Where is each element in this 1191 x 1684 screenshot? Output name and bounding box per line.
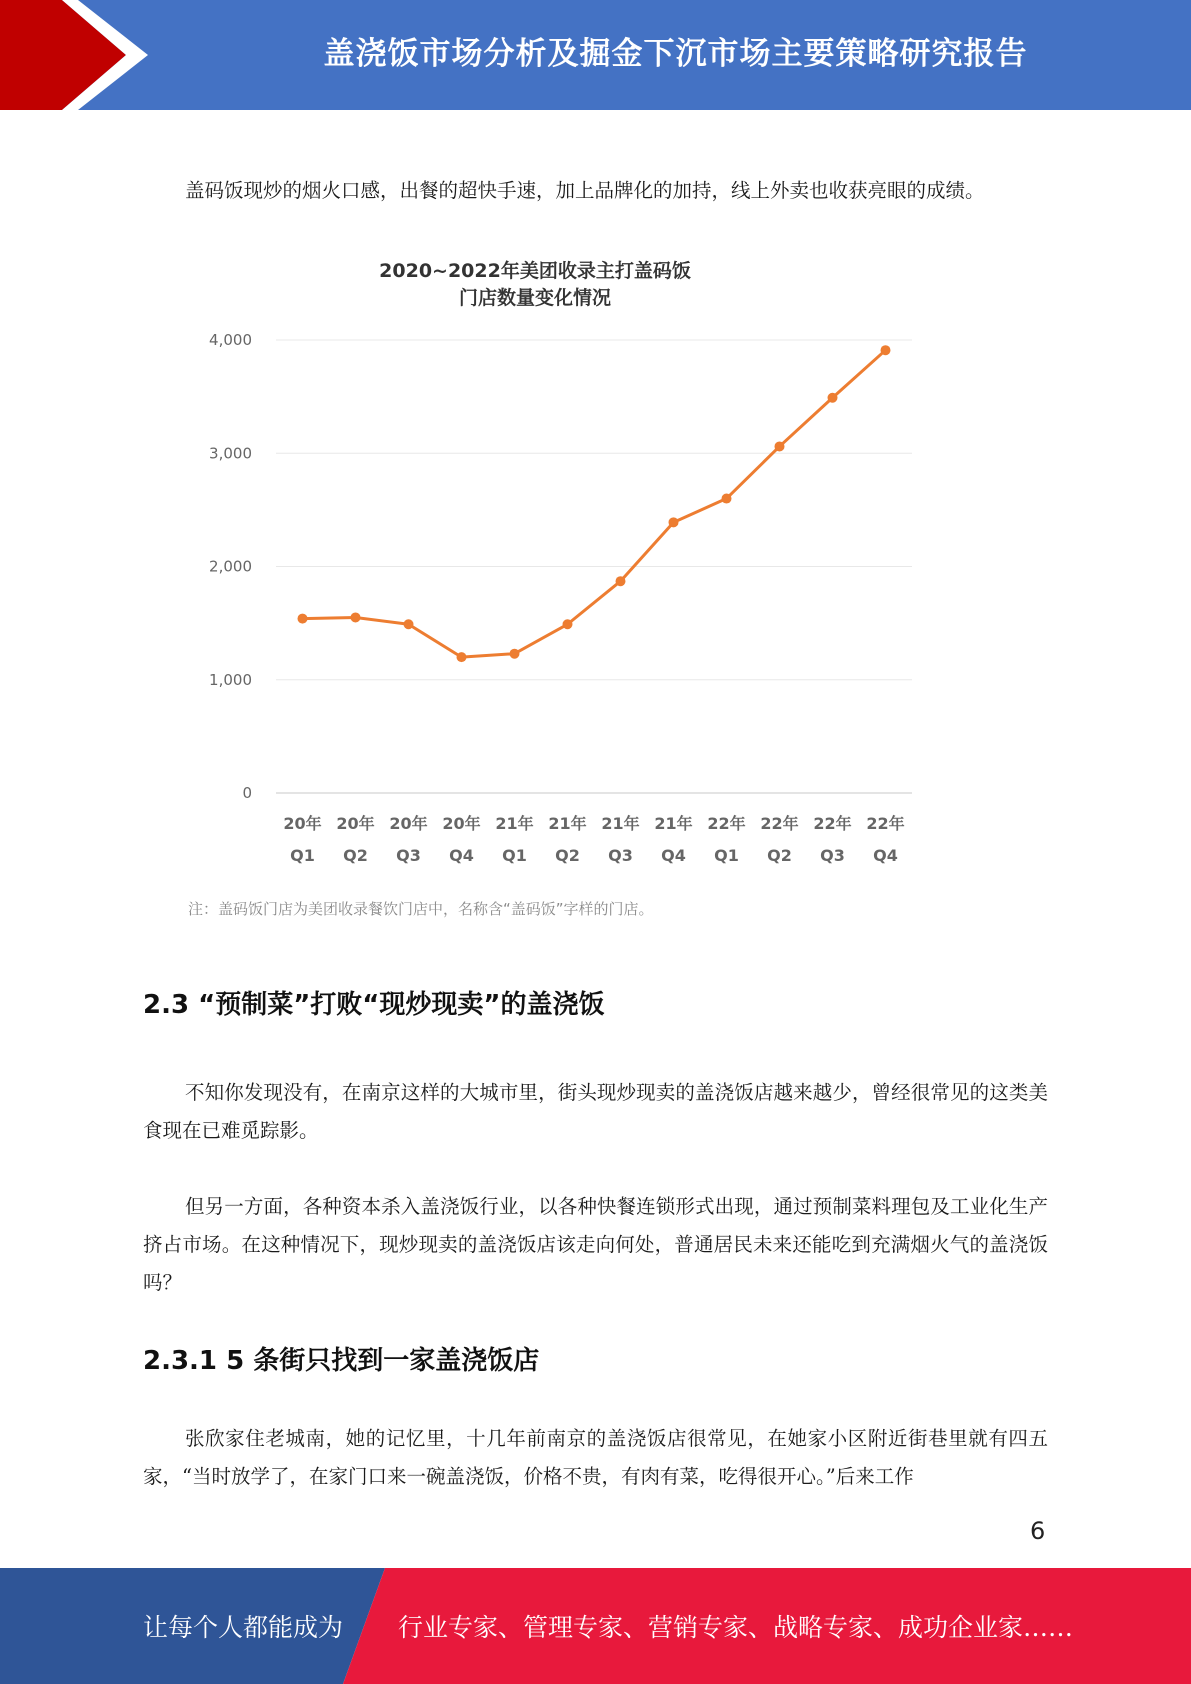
line-chart [180, 250, 940, 930]
data-point [722, 494, 732, 504]
page-number: 6 [1030, 1517, 1046, 1545]
data-point [510, 649, 520, 659]
x-tick-label-year: 20年 [336, 814, 375, 833]
data-point [457, 652, 467, 662]
data-point [404, 619, 414, 629]
x-tick-label-quarter: Q3 [820, 846, 845, 865]
x-tick-label-year: 21年 [495, 814, 534, 833]
x-tick-label-quarter: Q1 [502, 846, 527, 865]
data-point [828, 393, 838, 403]
section-2-3-paragraph-1: 不知你发现没有，在南京这样的大城市里，街头现炒现卖的盖浇饭店越来越少，曾经很常见的这类美食现在已难觅踪影。 [143, 1081, 1048, 1142]
section-2-3-paragraph-2: 但另一方面，各种资本杀入盖浇饭行业，以各种快餐连锁形式出现，通过预制菜料理包及工业化生产挤占市场。在这种情况下，现炒现卖的盖浇饭店该走向何处，普通居民未来还能吃到充满烟火气的盖浇饭吗？ [143, 1195, 1048, 1294]
section-heading-2-3-1: 2.3.1 5 条街只找到一家盖浇饭店 [143, 1346, 540, 1376]
chart-title-line2: 门店数量变化情况 [458, 287, 611, 309]
x-tick-label-quarter: Q2 [555, 846, 580, 865]
x-tick-label-year: 22年 [813, 814, 852, 833]
x-tick-label-quarter: Q4 [449, 846, 474, 865]
footer-slogan-right: 行业专家、管理专家、营销专家、战略专家、成功企业家…… [398, 1613, 1074, 1642]
x-tick-label-year: 20年 [283, 814, 322, 833]
footer-slogan-left: 让每个人都能成为 [143, 1613, 344, 1642]
series-line [303, 350, 886, 657]
x-tick-label-quarter: Q3 [608, 846, 633, 865]
x-tick-label-quarter: Q2 [767, 846, 792, 865]
page-footer [0, 1568, 1191, 1684]
x-tick-label-quarter: Q1 [290, 846, 315, 865]
x-tick-label-quarter: Q3 [396, 846, 421, 865]
section-2-3-1-paragraph-1: 张欣家住老城南，她的记忆里，十几年前南京的盖浇饭店很常见，在她家小区附近街巷里就有四五家，“当时放学了，在家门口来一碗盖浇饭，价格不贵，有肉有菜，吃得很开心。”后来工作 [143, 1427, 1048, 1488]
y-tick-label: 2,000 [209, 557, 252, 576]
x-tick-label-quarter: Q4 [661, 846, 686, 865]
data-point [298, 614, 308, 624]
data-point [775, 441, 785, 451]
data-point [881, 345, 891, 355]
x-tick-label-year: 22年 [707, 814, 746, 833]
x-tick-label-year: 21年 [654, 814, 693, 833]
x-tick-label-year: 22年 [760, 814, 799, 833]
chart-note: 注：盖码饭门店为美团收录餐饮门店中，名称含“盖码饭”字样的门店。 [188, 900, 654, 918]
x-tick-label-year: 22年 [866, 814, 905, 833]
y-tick-label: 4,000 [209, 331, 252, 349]
section-heading-2-3: 2.3 “预制菜”打败“现炒现卖”的盖浇饭 [143, 990, 605, 1020]
y-tick-label: 3,000 [209, 444, 252, 463]
x-tick-label-quarter: Q1 [714, 846, 739, 865]
report-title: 盖浇饭市场分析及掘金下沉市场主要策略研究报告 [323, 35, 1028, 72]
y-tick-label: 1,000 [209, 670, 252, 689]
data-point [351, 612, 361, 622]
x-tick-label-quarter: Q4 [873, 846, 898, 865]
data-point [616, 576, 626, 586]
x-tick-label-year: 20年 [442, 814, 481, 833]
data-point [563, 619, 573, 629]
chart-title-line1: 2020~2022年美团收录主打盖码饭 [379, 260, 691, 282]
data-point [669, 517, 679, 527]
x-tick-label-year: 20年 [389, 814, 428, 833]
x-tick-label-quarter: Q2 [343, 846, 368, 865]
x-tick-label-year: 21年 [548, 814, 587, 833]
page-header [0, 0, 1191, 110]
y-tick-label: 0 [242, 784, 252, 802]
intro-paragraph: 盖码饭现炒的烟火口感，出餐的超快手速，加上品牌化的加持，线上外卖也收获亮眼的成绩。 [185, 179, 985, 202]
x-tick-label-year: 21年 [601, 814, 640, 833]
